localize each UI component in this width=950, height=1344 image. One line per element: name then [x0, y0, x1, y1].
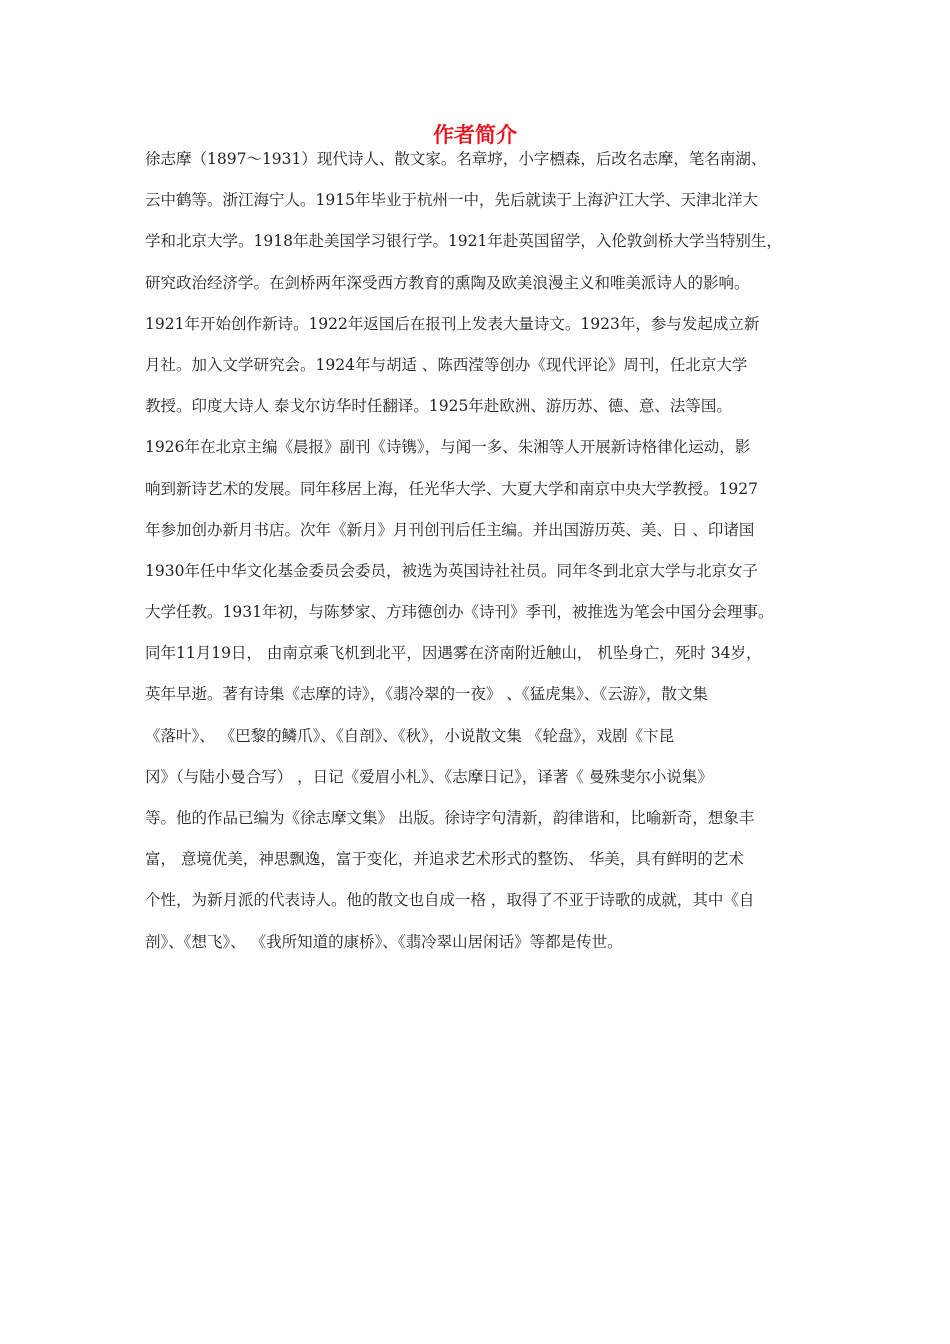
- text-line: 同年11月19日， 由南京乘飞机到北平，因遇雾在济南附近触山， 机坠身亡，死时 34岁，: [145, 644, 762, 663]
- text-line: 英年早逝。著有诗集《志摩的诗》，《翡冷翠的一夜》 、《猛虎集》、《云游》，散文集: [145, 685, 708, 704]
- text-line: 月社。加入文学研究会。1924年与胡适 、陈西滢等创办《现代评论》周刊，任北京大学: [145, 355, 748, 374]
- document-title: 作者简介: [433, 122, 517, 147]
- text-line: 《落叶》、 《巴黎的鳞爪》、《自剖》、《秋》，小说散文集 《轮盘》，戏剧《卞昆: [145, 726, 675, 745]
- text-line: 年参加创办新月书店。次年《新月》月刊创刊后任主编。并出国游历英、美、日 、印诸国: [145, 520, 755, 539]
- text-line: 学和北京大学。1918年赴美国学习银行学。1921年赴英国留学，入伦敦剑桥大学当特别生，: [145, 232, 782, 251]
- text-line: 剖》、《想飞》、 《我所知道的康桥》、《翡冷翠山居闲话》等都是传世。: [145, 932, 623, 951]
- text-line: 1921年开始创作新诗。1922年返国后在报刊上发表大量诗文。1923年，参与发起成立新: [145, 314, 760, 333]
- text-line: 1930年任中华文化基金委员会委员，被选为英国诗社社员。同年冬到北京大学与北京女子: [145, 561, 758, 580]
- text-line: 等。他的作品已编为《徐志摩文集》 出版。徐诗字句清新，韵律谐和，比喻新奇，想象丰: [145, 809, 755, 827]
- text-line: 云中鹤等。浙江海宁人。1915年毕业于杭州一中，先后就读于上海沪江大学、天津北洋大: [145, 191, 758, 210]
- text-line: 徐志摩（1897～1931）现代诗人、散文家。名章垿，小字槱森，后改名志摩，笔名南湖、: [145, 150, 767, 168]
- text-line: 冈》（与陆小曼合写） ，日记《爱眉小札》、《志摩日记》，译著《 曼殊斐尔小说集》: [145, 767, 713, 786]
- biography-text: [145, 148, 825, 972]
- text-line: 富， 意境优美，神思飘逸，富于变化，并追求艺术形式的整饬、 华美，具有鲜明的艺术: [145, 850, 744, 869]
- text-line: 响到新诗艺术的发展。同年移居上海，任光华大学、大夏大学和南京中央大学教授。1927: [145, 479, 758, 498]
- text-line: 研究政治经济学。在剑桥两年深受西方教育的熏陶及欧美浪漫主义和唯美派诗人的影响。: [145, 273, 750, 292]
- text-line: 大学任教。1931年初，与陈梦家、方玮德创办《诗刊》季刊，被推选为笔会中国分会理事。: [145, 603, 774, 622]
- text-line: 教授。印度大诗人 泰戈尔访华时任翻译。1925年赴欧洲、游历苏、德、意、法等国。: [145, 397, 732, 416]
- text-line: 个性，为新月派的代表诗人。他的散文也自成一格 ，取得了不亚于诗歌的成就，其中《自: [145, 891, 755, 910]
- text-line: 1926年在北京主编《晨报》副刊《诗镌》，与闻一多、朱湘等人开展新诗格律化运动，影: [145, 438, 751, 457]
